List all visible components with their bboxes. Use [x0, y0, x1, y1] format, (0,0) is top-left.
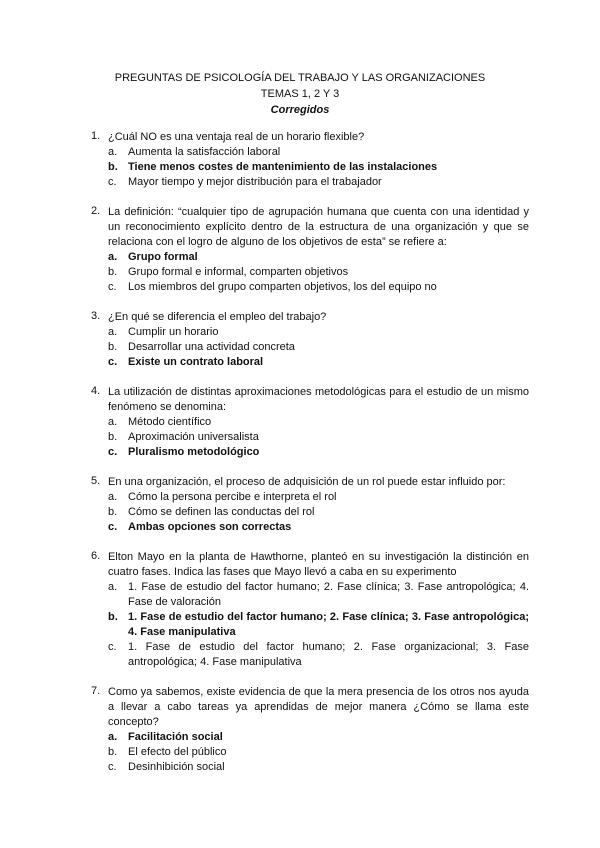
option-letter: a.: [108, 731, 118, 743]
question-item: [91, 550, 529, 670]
answer-option: [108, 640, 529, 670]
question-item: [91, 130, 529, 190]
answer-option: [108, 430, 529, 445]
option-text: Desarrollar una actividad concreta: [128, 341, 295, 353]
answer-options: [108, 730, 529, 775]
option-letter: b.: [108, 266, 118, 278]
option-letter: b.: [108, 341, 118, 353]
question-item: [91, 685, 529, 775]
document-subtitle: TEMAS 1, 2 Y 3: [260, 88, 340, 100]
question-number: 2.: [91, 205, 101, 217]
option-letter: b.: [108, 431, 118, 443]
answer-option: [108, 745, 529, 760]
option-text: Pluralismo metodológico: [128, 446, 260, 458]
option-text: Cómo se definen las conductas del rol: [128, 506, 315, 518]
option-letter: a.: [108, 416, 118, 428]
question-item: [91, 205, 529, 295]
answer-option: [108, 175, 529, 190]
answer-options: [108, 415, 529, 460]
option-text: El efecto del público: [128, 746, 227, 758]
option-letter: c.: [108, 641, 117, 653]
question-number: 6.: [91, 550, 101, 562]
option-text: Facilitación social: [128, 731, 223, 743]
answer-option: [108, 325, 529, 340]
question-number: 5.: [91, 475, 101, 487]
answer-option-correct: [108, 250, 529, 265]
option-letter: c.: [108, 176, 117, 188]
option-text: Cumplir un horario: [128, 326, 219, 338]
answer-option-correct: [108, 445, 529, 460]
option-text: Aproximación universalista: [128, 431, 259, 443]
option-text: Grupo formal e informal, comparten objetivos: [128, 266, 349, 278]
answer-option: [108, 760, 529, 775]
answer-option-correct: [108, 355, 529, 370]
question-number: 3.: [91, 310, 101, 322]
question-text: ¿En qué se diferencia el empleo del trabajo?: [108, 311, 327, 323]
answer-options: [108, 250, 529, 295]
answer-options: [108, 325, 529, 370]
question-list: [91, 130, 529, 790]
option-text: Grupo formal: [128, 251, 198, 263]
option-text: Tiene menos costes de mantenimiento de las instalaciones: [128, 161, 438, 173]
option-text: 1. Fase de estudio del factor humano; 2. Fase organizacional; 3. Fase antropológica; 4. Fase manipulativa: [128, 641, 529, 668]
question-text: En una organización, el proceso de adquisición de un rol puede estar influido por:: [108, 476, 506, 488]
option-letter: a.: [108, 491, 118, 503]
question-number: 4.: [91, 385, 101, 397]
question-text: La utilización de distintas aproximaciones metodológicas para el estudio de un mismo fenómeno se denomina:: [108, 386, 529, 413]
answer-option: [108, 415, 529, 430]
option-text: Los miembros del grupo comparten objetivos, los del equipo no: [128, 281, 437, 293]
question-item: [91, 385, 529, 460]
question-text: ¿Cuál NO es una ventaja real de un horario flexible?: [108, 131, 365, 143]
question-number: 1.: [91, 130, 101, 142]
option-text: 1. Fase de estudio del factor humano; 2. Fase clínica; 3. Fase antropológica; 4. Fase manipulativa: [128, 611, 529, 638]
answer-option: [108, 340, 529, 355]
answer-options: [108, 580, 529, 670]
question-text: Elton Mayo en la planta de Hawthorne, planteó en su investigación la distinción en cuatro fases. Indica las fases que Mayo llevó a caba en su experimento: [108, 551, 529, 578]
option-letter: c.: [108, 281, 117, 293]
option-text: Existe un contrato laboral: [128, 356, 264, 368]
option-letter: a.: [108, 581, 118, 593]
answer-option: [108, 580, 529, 610]
option-text: Aumenta la satisfacción laboral: [128, 146, 281, 158]
document-title: PREGUNTAS DE PSICOLOGÍA DEL TRABAJO Y LAS ORGANIZACIONES: [114, 72, 486, 84]
option-letter: b.: [108, 506, 118, 518]
answer-option-correct: [108, 730, 529, 745]
option-text: Ambas opciones son correctas: [128, 521, 292, 533]
option-letter: a.: [108, 251, 118, 263]
option-letter: b.: [108, 161, 118, 173]
option-letter: a.: [108, 326, 118, 338]
option-text: Desinhibición social: [128, 761, 225, 773]
corrected-label: Corregidos: [270, 104, 330, 116]
answer-option: [108, 145, 529, 160]
option-letter: b.: [108, 611, 118, 623]
document-header: [0, 70, 600, 118]
answer-option: [108, 505, 529, 520]
option-letter: c.: [108, 761, 117, 773]
question-item: [91, 310, 529, 370]
answer-options: [108, 490, 529, 535]
answer-option: [108, 280, 529, 295]
question-text: La definición: “cualquier tipo de agrupación humana que cuenta con una identidad y un reconocimiento explícito dentro de la estructura de una organización y que se relaciona con el logro de alguno de los objetivos de esta” se refiere a:: [108, 206, 529, 248]
option-letter: c.: [108, 446, 118, 458]
option-text: 1. Fase de estudio del factor humano; 2. Fase clínica; 3. Fase antropológica; 4. Fase de valoración: [128, 581, 529, 608]
option-letter: a.: [108, 146, 118, 158]
option-letter: b.: [108, 746, 118, 758]
answer-option: [108, 265, 529, 280]
question-number: 7.: [91, 685, 101, 697]
option-text: Método científico: [128, 416, 212, 428]
answer-option-correct: [108, 160, 529, 175]
answer-option-correct: [108, 610, 529, 640]
answer-options: [108, 145, 529, 190]
option-text: Mayor tiempo y mejor distribución para el trabajador: [128, 176, 382, 188]
answer-option-correct: [108, 520, 529, 535]
answer-option: [108, 490, 529, 505]
option-letter: c.: [108, 356, 118, 368]
question-item: [91, 475, 529, 535]
question-text: Como ya sabemos, existe evidencia de que la mera presencia de los otros nos ayuda a llevar a cabo tareas ya aprendidas de mejor manera ¿Cómo se llama este concepto?: [108, 686, 529, 728]
option-letter: c.: [108, 521, 118, 533]
option-text: Cómo la persona percibe e interpreta el rol: [128, 491, 337, 503]
